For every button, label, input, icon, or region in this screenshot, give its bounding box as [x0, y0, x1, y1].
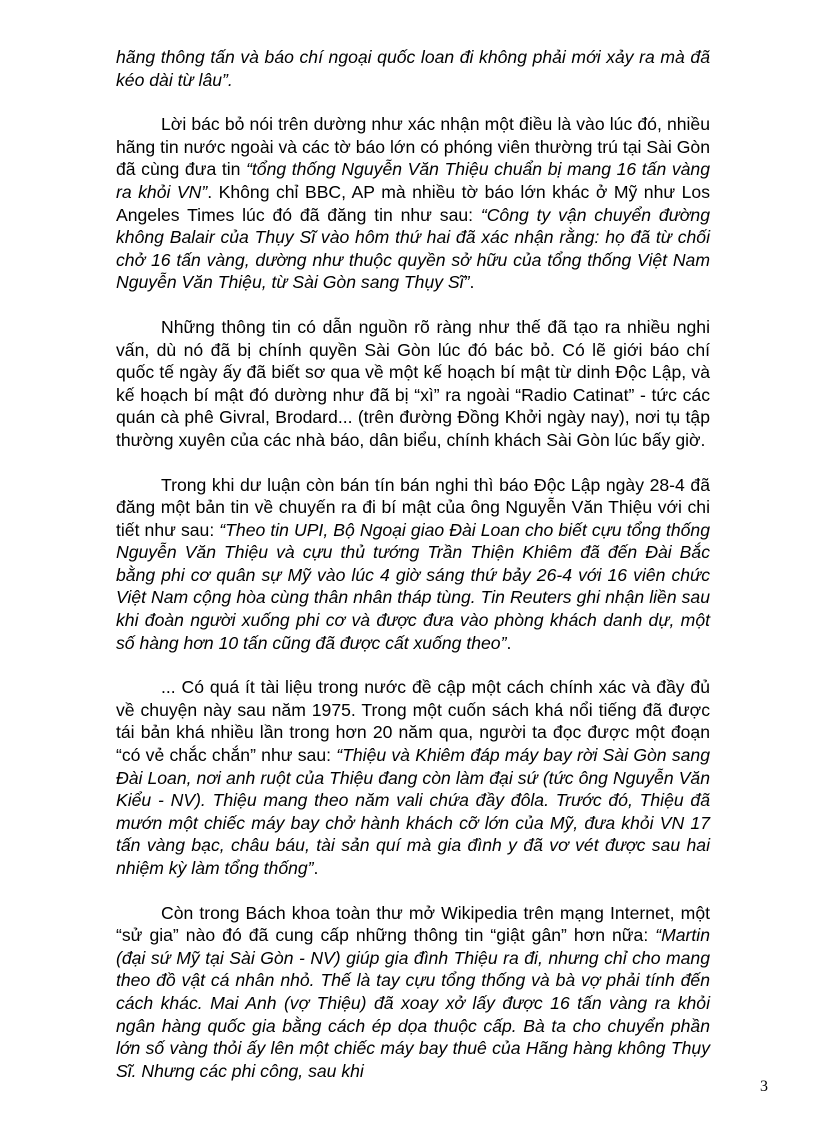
paragraph-5 [116, 676, 710, 879]
paragraph-segment: . [469, 272, 475, 293]
paragraph-segment: hãng thông tấn và báo chí ngoại quốc loan đi không phải mới xảy ra mà đã kéo dài từ lâu”. [116, 47, 710, 90]
paragraph-segment: . Không chỉ BBC, AP mà nhiều tờ báo lớn khác ở Mỹ như Los Angeles Times lúc đó đã đăng tin như sau: [116, 181, 711, 225]
paragraph-6 [116, 902, 710, 1083]
paragraph-segment: Trong khi dư luận còn bán tín bán nghi thì báo Độc Lập ngày 28-4 đã đăng một bản tin về chuyến ra đi bí mật của ông Nguyễn Văn Thiệu với chi tiết như sau: [116, 474, 710, 540]
paragraph-segment: ... Có quá ít tài liệu trong nước đề cập một cách chính xác và đầy đủ về chuyện này sau năm 1975. Trong một cuốn sách khá nổi tiếng đã được tái bản khá nhiều lần trong hơn 20 năm qua, người ta đọc được một đoạn “có vẻ chắc chắn” như sau: [116, 677, 710, 766]
paragraph-segment: Lời bác bỏ nói trên dường như xác nhận một điều là vào lúc đó, nhiều hãng tin nước ngoài và các tờ báo lớn có phóng viên thường trú tại Sài Gòn đã cùng đưa tin [116, 114, 710, 180]
paragraph-segment: “Thiệu và Khiêm đáp máy bay rời Sài Gòn sang Đài Loan, nơi anh ruột của Thiệu đang còn làm đại sứ (tức ông Nguyễn Văn Kiểu - NV). Thiệu mang theo năm vali chứa đầy đôla. Trước đó, Thiệu đã mướn một chiếc máy bay chở hành khách cỡ lớn của Mỹ, đưa khỏi VN 17 tấn vàng bạc, châu báu, tài sản quí mà gia đình y đã vơ vét được sau hai nhiệm kỳ làm tổng thống” [116, 745, 710, 878]
paragraph-segment: “Theo tin UPI, Bộ Ngoại giao Đài Loan cho biết cựu tổng thống Nguyễn Văn Thiệu và cựu thủ tướng Trần Thiện Khiêm đã đến Đài Bắc bằng phi cơ quân sự Mỹ vào lúc 4 giờ sáng thứ bảy 26-4 với 16 viên chức Việt Nam cộng hòa cùng thân nhân tháp tùng. Tin Reuters ghi nhận liền sau khi đoàn người xuống phi cơ và được đưa vào phòng khách danh dự, một số hàng hơn 10 tấn cũng đã được cất xuống theo” [116, 519, 710, 653]
paragraph-segment: . [506, 632, 512, 653]
paragraph-segment: Còn trong Bách khoa toàn thư mở Wikipedia trên mạng Internet, một “sử gia” nào đó đã cung cấp những thông tin “giật gân” hơn nữa: [116, 902, 710, 946]
paragraph-4 [116, 474, 710, 655]
page-number: 3 [760, 1078, 768, 1095]
paragraph-segment: Những thông tin có dẫn nguồn rõ ràng như thế đã tạo ra nhiều nghi vấn, dù nó đã bị chính quyền Sài Gòn lúc đó bác bỏ. Có lẽ giới báo chí quốc tế ngày ấy đã biết sơ qua về một kế hoạch bí mật từ dinh Độc Lập, và kế hoạch bí mật đó dường như đã bị “xì” ra ngoài “Radio Catinat” - tức các quán cà phê Givral, Brodard... (trên đường Đồng Khởi ngày nay), nơi tụ tập thường xuyên của các nhà báo, dân biểu, chính khách Sài Gòn lúc bấy giờ. [116, 316, 710, 450]
document-body [116, 46, 710, 1104]
paragraph-1 [116, 46, 710, 91]
paragraph-segment: “Martin (đại sứ Mỹ tại Sài Gòn - NV) giúp gia đình Thiệu ra đi, nhưng chỉ cho mang theo đồ vật cá nhân nhỏ. Thế là tay cựu tổng thống và bà vợ phải tính đến cách khác. Mai Anh (vợ Thiệu) đã xoay xở lấy được 16 tấn vàng ra khỏi ngân hàng quốc gia bằng cách ép dọa thuộc cấp. Bà ta cho chuyển phần lớn số vàng thỏi ấy lên một chiếc máy bay thuê của Hãng hàng không Thụy Sĩ. Nhưng các phi công, sau khi [116, 925, 710, 1081]
paragraph-segment: “Công ty vận chuyển đường không Balair của Thụy Sĩ vào hôm thứ hai đã xác nhận rằng: họ đã từ chối chở 16 tấn vàng, dường như thuộc quyền sở hữu của tổng thống Việt Nam Nguyễn Văn Thiệu, từ Sài Gòn sang Thụy Sĩ” [116, 204, 710, 293]
paragraph-segment: . [313, 858, 319, 878]
paragraph-2 [116, 113, 710, 294]
paragraph-segment: “tổng thống Nguyễn Văn Thiệu chuẩn bị mang 16 tấn vàng ra khỏi VN” [116, 159, 710, 202]
paragraph-3 [116, 316, 710, 452]
